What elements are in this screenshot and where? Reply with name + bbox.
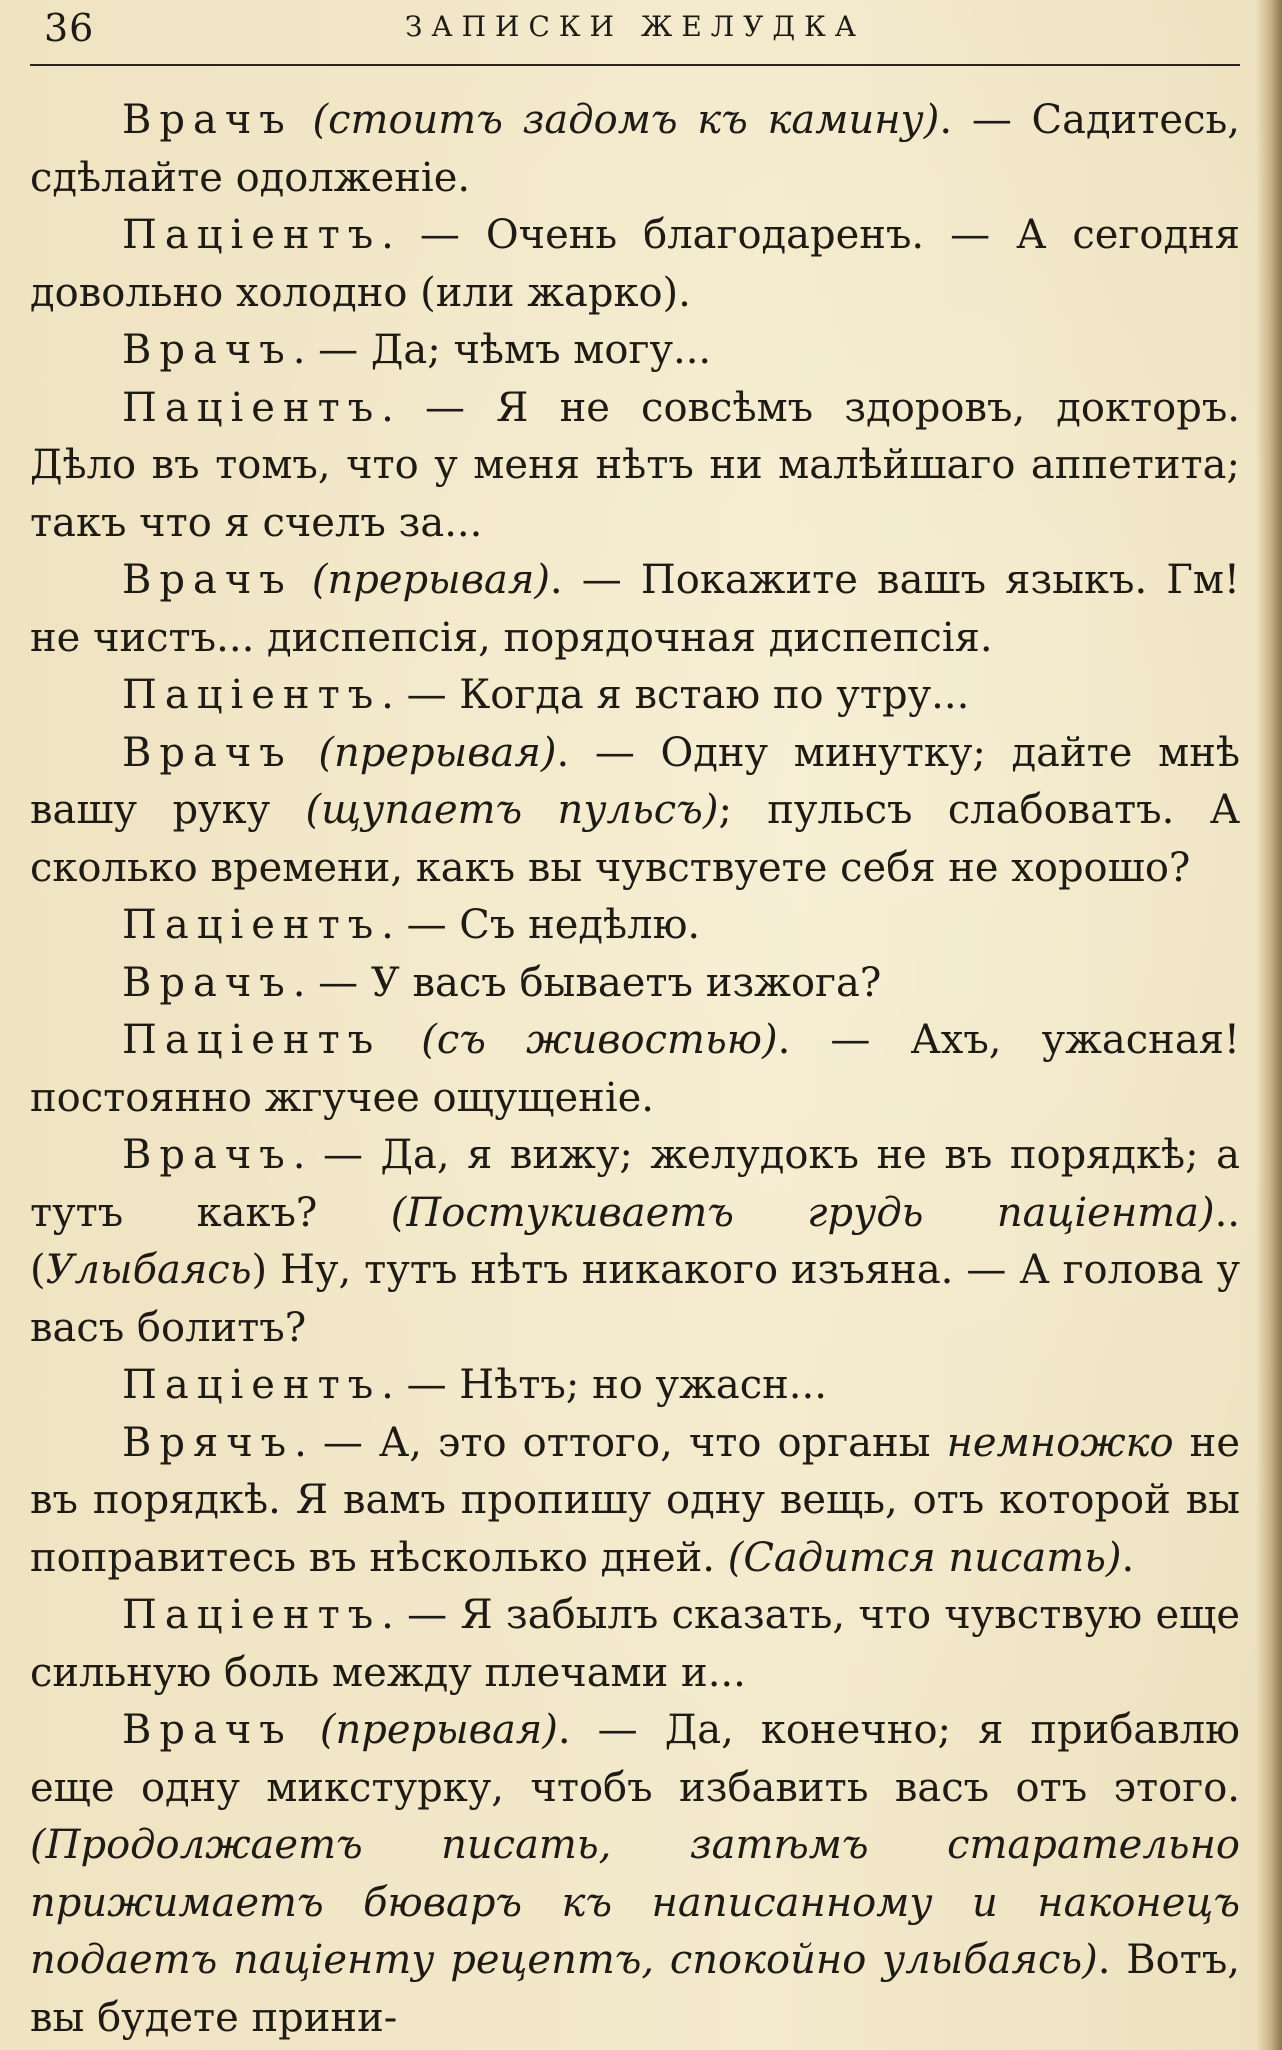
dialogue-paragraph (30, 207, 1240, 322)
dialogue-paragraph (30, 1127, 1240, 1357)
dialogue-paragraph (30, 1357, 1240, 1415)
dialogue-paragraph (30, 897, 1240, 955)
dialogue-paragraph (30, 1587, 1240, 1702)
dialogue-text: ; пульсъ слабоватъ. А сколько времени, какъ вы чувствуете себя не хорошо? (30, 787, 1240, 891)
stage-direction: (щупаетъ пульсъ) (305, 787, 719, 833)
page-edge-shadow (1256, 0, 1282, 2050)
dialogue-paragraph (30, 955, 1240, 1013)
page-header (30, 0, 1240, 66)
stage-direction: (Постукиваетъ грудь паціента) (390, 1189, 1215, 1236)
stage-direction: Улыбаясь (45, 1247, 252, 1293)
dialogue-text (293, 730, 319, 776)
dialogue-paragraph (30, 667, 1240, 725)
dialogue-text: . — Да; чѣмъ могу... (292, 327, 712, 373)
dialogue-paragraph (30, 552, 1240, 667)
speaker-name: Паціентъ (122, 1592, 382, 1638)
speaker-name: Паціентъ (122, 1017, 382, 1063)
speaker-name: Паціентъ (122, 212, 382, 258)
speaker-name: Врячъ (122, 1419, 295, 1466)
dialogue-text: . — Да, я вижу; желудокъ не въ порядкѣ; а тутъ какъ? (30, 1132, 1240, 1236)
speaker-name: Паціентъ (122, 1362, 382, 1408)
stage-direction: (Продолжаетъ писать, затѣмъ старательно прижимаетъ бюваръ къ написанному и наконецъ подаетъ паціенту рецептъ, спокойно улыбаясь) (30, 1822, 1240, 1983)
stage-direction: (Садится писать) (727, 1534, 1122, 1581)
page-number: 36 (44, 6, 95, 50)
stage-direction: немножко (946, 1419, 1174, 1466)
dialogue-text: ) Ну, тутъ нѣтъ никакого изъяна. — А голова у васъ болитъ? (30, 1247, 1240, 1351)
dialogue-text (293, 97, 313, 143)
dialogue-text: . — Я забылъ сказать, что чувствую еще сильную боль между плечами и... (30, 1592, 1240, 1696)
dialogue-text: . — Я не совсѣмъ здоровъ, докторъ. Дѣло въ томъ, что у меня нѣтъ ни малѣйшаго аппетита; такъ что я счелъ за... (30, 384, 1240, 546)
dialogue-text: . — У васъ бываетъ изжога? (292, 959, 882, 1006)
dialogue-text: . — Съ недѣлю. (381, 902, 701, 948)
running-title: ЗАПИСКИ ЖЕЛУДКА (404, 10, 866, 43)
dialogue-text: . — Покажите вашъ языкъ. Гм! не чистъ... диспепсія, порядочная диспепсія. (30, 557, 1240, 661)
stage-direction: (прерывая) (318, 729, 557, 776)
speaker-name: Врачъ (122, 97, 293, 143)
speaker-name: Паціентъ (122, 672, 382, 718)
speaker-name: Паціентъ (122, 902, 382, 948)
speaker-name: Врачъ (122, 1132, 293, 1178)
dialogue-text: . — Ахъ, ужасная! постоянно жгучее ощущеніе. (30, 1017, 1240, 1121)
dialogue-text (293, 557, 312, 603)
dialogue-paragraph (30, 1415, 1240, 1588)
dialogue-text (381, 1017, 421, 1063)
dialogue-paragraph (30, 380, 1240, 553)
dialogue-paragraph (30, 322, 1240, 380)
dialogue-text: . — Нѣтъ; но ужасн... (381, 1362, 827, 1408)
speaker-name: Врачъ (122, 729, 293, 776)
speaker-name: Врачъ (122, 557, 293, 603)
dialogue-text: . — Да, конечно; я прибавлю еще одну микстурку, чтобъ избавить васъ отъ этого. (30, 1707, 1241, 1811)
dialogue-text (293, 1707, 320, 1753)
dialogue-text: не въ порядкѣ. Я вамъ пропишу одну вещь, отъ которой вы поправитесь въ нѣсколько дней. (30, 1419, 1240, 1581)
speaker-name: Врачъ (122, 327, 293, 373)
dialogue-paragraph (30, 1012, 1240, 1127)
stage-direction: (прерывая) (319, 1707, 558, 1753)
dialogue-text: .. ( (30, 1189, 1240, 1293)
stage-direction: (прерывая) (311, 557, 550, 603)
speaker-name: Врачъ (122, 959, 293, 1006)
dialogue-text: . Вотъ, вы будете прини- (30, 1937, 1240, 2041)
dialogue-text: . — Очень благодаренъ. — А сегодня довольно холодно (или жарко). (30, 212, 1240, 316)
stage-direction: (съ живостью) (421, 1017, 778, 1063)
dialogue-text: . — А, это оттого, что органы (294, 1419, 947, 1466)
dialogue-text: . — Одну минутку; дайте мнѣ вашу руку (30, 729, 1240, 833)
page-body (30, 92, 1240, 2047)
dialogue-paragraph (30, 92, 1240, 207)
speaker-name: Врачъ (122, 1707, 293, 1753)
dialogue-text: . — Садитесь, сдѣлайте одолженіе. (30, 97, 1240, 201)
dialogue-text: . (1121, 1534, 1135, 1581)
speaker-name: Паціентъ (122, 384, 382, 431)
dialogue-paragraph (30, 1702, 1240, 2047)
dialogue-paragraph (30, 725, 1240, 898)
dialogue-text: . — Когда я встаю по утру... (381, 672, 970, 718)
stage-direction: (стоитъ задомъ къ камину) (312, 97, 940, 143)
